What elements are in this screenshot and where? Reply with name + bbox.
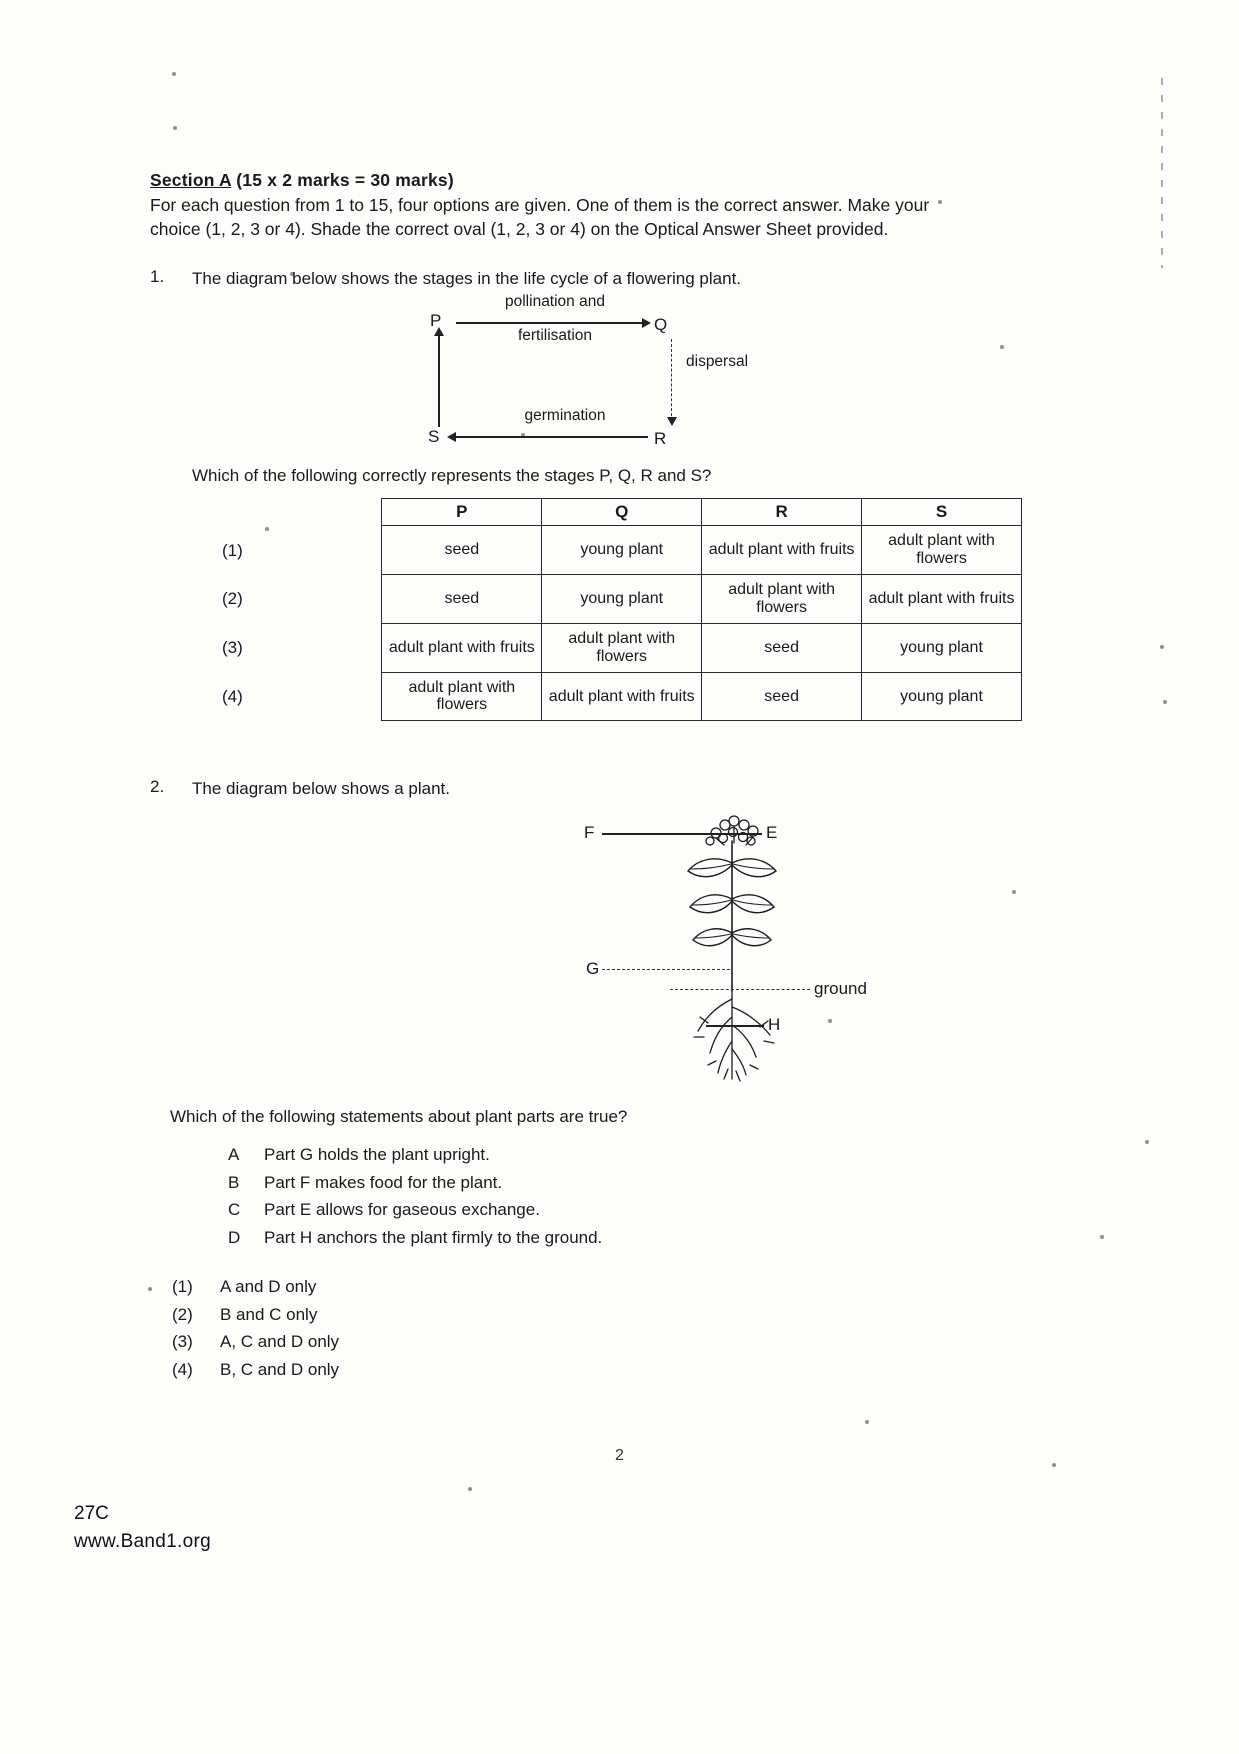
scan-speck — [173, 126, 177, 130]
table-row[interactable] — [222, 672, 1022, 721]
section-heading — [150, 170, 1090, 191]
cycle-arrow-left-line — [438, 335, 440, 427]
scan-speck — [468, 1487, 472, 1491]
option-label-4: (4) — [222, 686, 243, 706]
statement-a — [228, 1141, 1090, 1169]
cycle-label-germination — [480, 407, 650, 425]
table-corner-cell — [222, 499, 382, 526]
table-row[interactable] — [222, 574, 1022, 623]
option-label-3: (3) — [222, 638, 243, 658]
life-cycle-diagram — [150, 293, 1090, 460]
statement-b — [228, 1169, 1090, 1197]
cell-1-s: adult plant with flowers — [862, 526, 1022, 575]
question-2-option-3-text: A, C and D only — [220, 1332, 340, 1352]
question-2-option-2[interactable] — [172, 1301, 1090, 1329]
option-label-1: (1) — [222, 540, 243, 560]
cell-1-r: adult plant with fruits — [702, 526, 862, 575]
plant-label-h: H — [768, 1015, 781, 1035]
question-2-option-4-text: B, C and D only — [220, 1359, 340, 1379]
question-2-option-2-text: B and C only — [220, 1304, 318, 1324]
question-2-option-3[interactable] — [172, 1328, 1090, 1356]
question-2-lead: Which of the following statements about plant parts are true? — [170, 1107, 628, 1127]
cycle-arrow-right-line — [671, 339, 672, 421]
cell-3-p: adult plant with fruits — [382, 623, 542, 672]
statement-d — [228, 1224, 1090, 1252]
plant-label-e: E — [766, 823, 778, 843]
page-content — [150, 170, 1090, 1383]
scan-speck — [1160, 645, 1164, 649]
table-header-s: S — [862, 499, 1022, 526]
question-1-number: 1. — [150, 267, 165, 287]
statement-b-text: Part F makes food for the plant. — [264, 1172, 503, 1192]
plant-label-f: F — [584, 823, 595, 843]
cell-4-s: young plant — [862, 672, 1022, 721]
cycle-label-fertilisation-line: fertilisation — [517, 327, 593, 345]
question-2-option-4[interactable] — [172, 1356, 1090, 1384]
cell-4-q: adult plant with fruits — [542, 672, 702, 721]
cell-3-s: young plant — [862, 623, 1022, 672]
cycle-label-fertilisation — [465, 327, 645, 345]
page-number: 2 — [615, 1447, 624, 1464]
cycle-arrow-right-head — [667, 417, 677, 426]
question-1-options-table-wrap — [222, 498, 1022, 721]
question-2-options — [172, 1273, 1090, 1383]
cell-2-q: young plant — [542, 574, 702, 623]
question-2-number: 2. — [150, 777, 165, 797]
statement-b-key: B — [228, 1172, 240, 1192]
question-2-option-4-number: (4) — [172, 1359, 193, 1379]
table-header-row — [222, 499, 1022, 526]
question-2-option-2-number: (2) — [172, 1304, 193, 1324]
cycle-node-s: S — [428, 427, 440, 447]
ground-line — [670, 989, 810, 990]
footer-code: 27C — [74, 1503, 109, 1524]
question-2-stem: The diagram below shows a plant. — [192, 779, 450, 799]
cycle-label-dispersal-text: dispersal — [686, 353, 749, 371]
table-header-p: P — [382, 499, 542, 526]
section-heading-marks: (15 x 2 marks = 30 marks) — [236, 170, 454, 190]
scan-speck — [865, 1420, 869, 1424]
cell-1-q: young plant — [542, 526, 702, 575]
scan-speck — [1163, 700, 1167, 704]
footer-website: www.Band1.org — [74, 1530, 211, 1552]
cycle-arrow-bottom-head — [447, 432, 456, 442]
statement-a-text: Part G holds the plant upright. — [264, 1145, 490, 1165]
table-header-q: Q — [542, 499, 702, 526]
cycle-arrow-bottom-line — [454, 436, 648, 438]
section-heading-underlined: Section A — [150, 170, 232, 190]
statement-a-key: A — [228, 1145, 240, 1165]
cell-2-s: adult plant with fruits — [862, 574, 1022, 623]
scan-speck — [1100, 1235, 1104, 1239]
question-2-option-1-number: (1) — [172, 1277, 193, 1297]
question-1-stem: The diagram below shows the stages in the life cycle of a flowering plant. — [192, 269, 742, 289]
question-1-options-table — [222, 498, 1022, 721]
statement-c — [228, 1196, 1090, 1224]
plant-label-ground: ground — [814, 979, 867, 999]
question-2 — [150, 777, 1090, 801]
cell-3-q: adult plant with flowers — [542, 623, 702, 672]
cell-2-r: adult plant with flowers — [702, 574, 862, 623]
option-label-2: (2) — [222, 589, 243, 609]
statement-d-key: D — [228, 1227, 241, 1247]
scan-edge-marks — [1161, 78, 1163, 268]
question-1-lead: Which of the following correctly represents the stages P, Q, R and S? — [192, 466, 712, 486]
cycle-label-pollination-line1: pollination and — [505, 293, 605, 311]
question-1 — [150, 267, 1090, 291]
cycle-arrow-top-line — [456, 322, 644, 324]
instructions-text: For each question from 1 to 15, four options are given. One of them is the correct answer. Make your choice (1, 2, 3 or 4). Shade the correct oval (1, 2, 3 or 4) on the Optical Answer Sheet provided. — [150, 195, 930, 240]
cycle-node-p: P — [430, 311, 442, 331]
cycle-label-dispersal — [686, 353, 826, 371]
cell-4-r: seed — [702, 672, 862, 721]
cell-2-p: seed — [382, 574, 542, 623]
cycle-node-r: R — [654, 429, 667, 449]
question-2-option-1[interactable] — [172, 1273, 1090, 1301]
table-row[interactable] — [222, 526, 1022, 575]
table-header-r: R — [702, 499, 862, 526]
statement-d-text: Part H anchors the plant firmly to the ground. — [264, 1227, 603, 1247]
cell-1-p: seed — [382, 526, 542, 575]
plant-label-g: G — [586, 959, 600, 979]
page-footer — [74, 1500, 211, 1555]
cycle-arrow-left-head — [434, 327, 444, 336]
cycle-node-q: Q — [654, 315, 668, 335]
question-2-statements — [228, 1141, 1090, 1251]
plant-leader-g — [602, 969, 730, 970]
plant-illustration — [620, 811, 850, 1101]
plant-diagram — [150, 811, 1090, 1101]
table-row[interactable] — [222, 623, 1022, 672]
statement-c-key: C — [228, 1200, 241, 1220]
plant-leader-e — [698, 833, 762, 834]
scan-speck — [1145, 1140, 1149, 1144]
cell-4-p: adult plant with flowers — [382, 672, 542, 721]
question-2-option-1-text: A and D only — [220, 1277, 317, 1297]
cycle-label-pollination — [465, 293, 645, 311]
cell-3-r: seed — [702, 623, 862, 672]
cycle-label-germination-text: germination — [524, 407, 606, 425]
scan-speck — [172, 72, 176, 76]
statement-c-text: Part E allows for gaseous exchange. — [264, 1200, 540, 1220]
question-2-option-3-number: (3) — [172, 1332, 193, 1352]
plant-leader-h — [706, 1025, 764, 1026]
